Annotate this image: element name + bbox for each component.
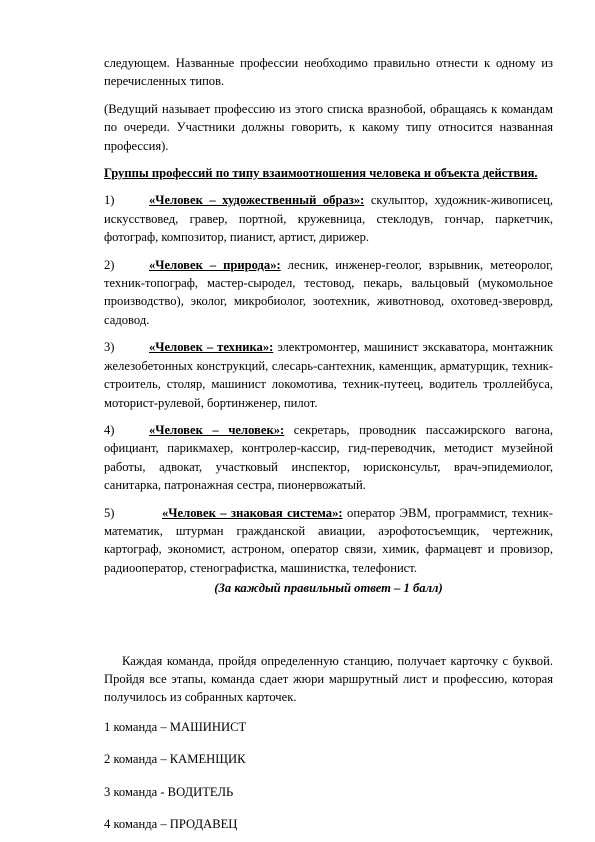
- group-professions: электромонтер, машинист экскаватора, монтажник железобетонных конструкций, слесарь-сантехник, каменщик, арматурщик, техник-строитель, столяр, машинист локомотива, техник-путеец, водитель троллейбуса, моторист-рулевой, бортинженер, пилот.: [104, 340, 553, 410]
- group-professions: лесник, инженер-геолог, взрывник, метеоролог, техник-топограф, мастер-сыродел, тестовод, пекарь, вальцовый (мукомольное производство), эколог, микробиолог, зоотехник, животновод, охотовед-звероврд, садовод.: [104, 257, 553, 327]
- group-number: 4): [104, 422, 115, 437]
- group-number: 5): [104, 505, 115, 520]
- group-number: 3): [104, 340, 115, 355]
- intro-paragraph: следующем. Названные профессии необходимо правильно отнести к одному из перечисленных типов.: [104, 56, 553, 89]
- host-instructions-paragraph: (Ведущий называет профессию из этого списка вразнобой, обращаясь к командам по очереди. Участники должны говорить, к какому типу относится названная профессия).: [104, 101, 553, 153]
- station-paragraph: Каждая команда, пройдя определенную станцию, получает карточку с буквой. Пройдя все этапы, команда сдает жюри маршрутный лист и профессию, которая получилось из собранных карточек.: [104, 653, 553, 705]
- group-item-5: [104, 504, 553, 578]
- group-professions: скульптор, художник-живописец, искусствовед, гравер, портной, кружевница, стеклодув, гончар, паркетчик, фотограф, композитор, пианист, артист, дирижер.: [104, 193, 553, 245]
- section-heading: Группы профессий по типу взаимоотношения человека и объекта действия.: [104, 166, 538, 181]
- group-number: 2): [104, 257, 115, 272]
- group-item-1: [104, 191, 553, 246]
- score-note: (За каждый правильный ответ – 1 балл): [214, 581, 443, 596]
- group-item-2: [104, 256, 553, 330]
- group-number: 1): [104, 193, 115, 208]
- group-title: «Человек – знаковая система»:: [162, 505, 343, 520]
- group-professions: секретарь, проводник пассажирского вагона, официант, парикмахер, контролер-кассир, гид-переводчик, методист музейной работы, адвокат, участковый инспектор, юрисконсульт, врач-эпидемиолог, санитарка, патронажная сестра, пионервожатый.: [104, 422, 553, 493]
- team-item: 2 команда – КАМЕНЩИК: [104, 752, 246, 767]
- group-item-3: [104, 338, 553, 412]
- document-content: [104, 54, 553, 833]
- group-title: «Человек – техника»:: [149, 340, 274, 355]
- group-professions: оператор ЭВМ, программист, техник-математик, штурман гражданской авиации, аэрофотосъемщик, чертежник, картограф, экономист, астроном, оператор связи, химик, фармацевт и провизор, радиооператор, стенографистка, машинистка, телефонист.: [104, 505, 553, 575]
- group-item-4: [104, 421, 553, 495]
- team-item: 1 команда – МАШИНИСТ: [104, 719, 247, 734]
- team-item: 3 команда - ВОДИТЕЛЬ: [104, 784, 234, 799]
- team-list: [104, 718, 553, 834]
- team-item: 4 команда – ПРОДАВЕЦ: [104, 817, 238, 831]
- group-title: «Человек – человек»:: [149, 422, 285, 437]
- group-title: «Человек – художественный образ»:: [149, 193, 365, 208]
- group-title: «Человек – природа»:: [149, 257, 281, 272]
